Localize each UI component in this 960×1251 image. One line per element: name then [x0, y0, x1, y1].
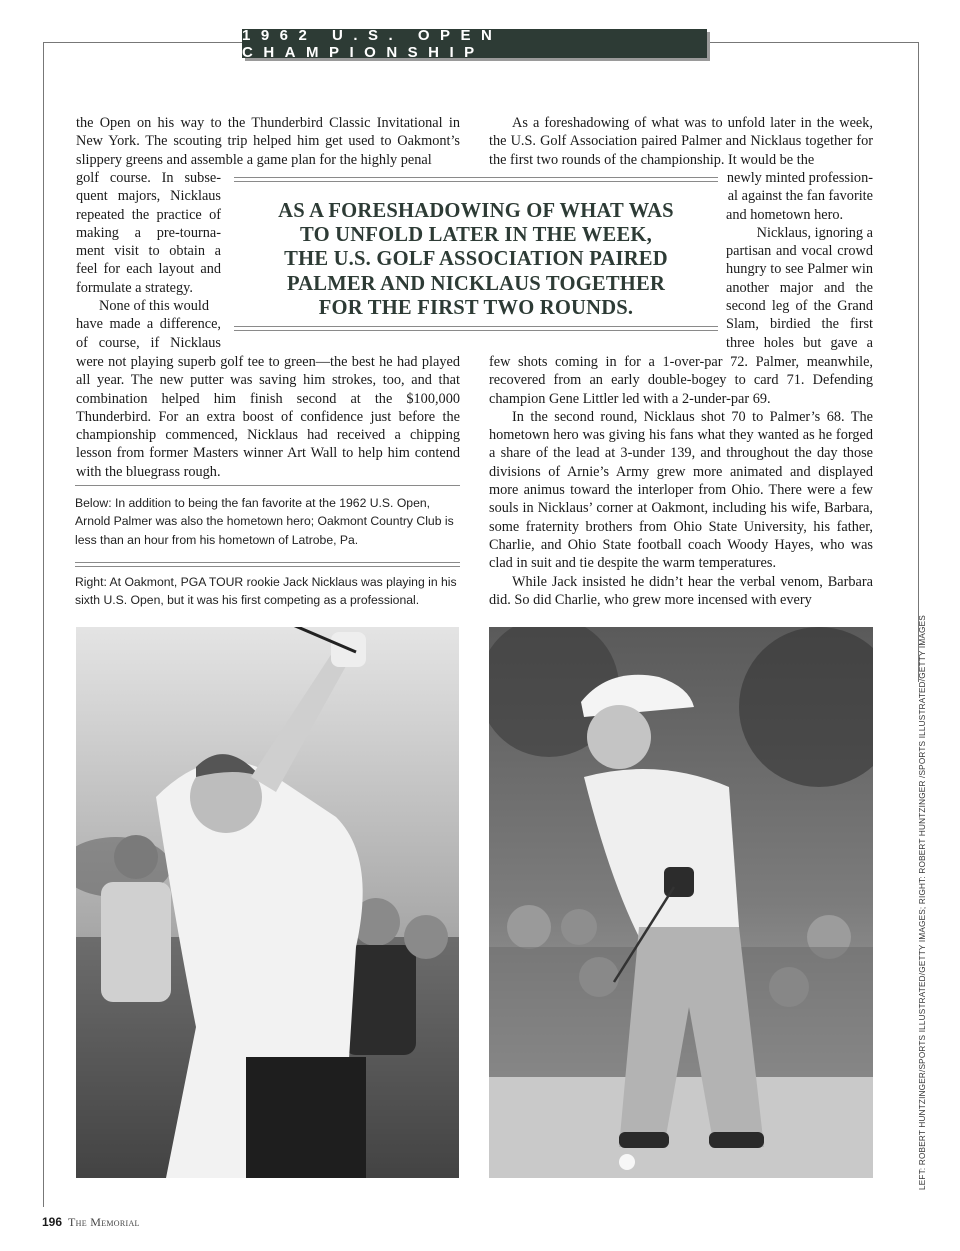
- right-column-top-text: As a foreshadowing of what was to unfold later in the week, the U.S. Golf Association paired Palmer and Nicklaus together for the first two rounds of the championship. It would be the: [489, 115, 873, 168]
- body-line: Nicklaus, ignoring a: [756, 224, 873, 241]
- pull-quote-rule-bottom: [234, 326, 718, 327]
- body-line: hungry to see Palmer win: [726, 261, 873, 278]
- left-column-narrow-text: [76, 169, 221, 352]
- left-column-bottom-text: were not playing superb golf tee to green—the best he had played all year. The new putter was saving him strokes, too, and that combination helped him finish second at the $100,000 Thunderbird. For an extra boost of confidence just before the championship commenced, Nicklaus had received a chipping lesson from former Masters winner Art Wall to help him contend with the bluegrass rough.: [76, 354, 460, 480]
- pull-quote-line: THE U.S. GOLF ASSOCIATION PAIRED: [284, 248, 668, 271]
- body-line: newly minted profession-: [726, 170, 873, 186]
- photo-credit: LEFT: ROBERT HUNTZINGER/SPORTS ILLUSTRATED/GETTY IMAGES; RIGHT: ROBERT HUNTZINGER /SPORTS ILLUSTRATED/GETTY IMAGES: [918, 615, 927, 1190]
- body-line: None of this would: [99, 298, 209, 315]
- body-line: partisan and vocal crowd: [726, 243, 873, 260]
- body-paragraph: While Jack insisted he didn’t hear the verbal venom, Barbara did. So did Charlie, who grew more incensed with every: [489, 573, 873, 608]
- left-column-top-text: the Open on his way to the Thunderbird Classic Invitational in New York. The scouting trip helped him get used to Oakmont’s slippery greens and assemble a game plan for the highly penal: [76, 115, 460, 168]
- caption-rule-mid: [75, 562, 460, 563]
- photo-jack-nicklaus: [489, 627, 873, 1178]
- body-line: golf course. In subse-: [76, 170, 221, 186]
- body-paragraph: few shots coming in for a 1-over-par 72. Palmer, meanwhile, recovered from an early double-bogey to card 71. Defending champion Gene Littler led with a 2-under-par 69.: [489, 354, 873, 407]
- frame-rule-top-right: [707, 42, 919, 43]
- body-line: formulate a strategy.: [76, 279, 193, 296]
- section-banner: 1962 U.S. OPEN CHAMPIONSHIP: [242, 29, 707, 58]
- body-line: and hometown hero.: [726, 206, 844, 223]
- pull-quote-line: FOR THE FIRST TWO ROUNDS.: [318, 296, 634, 319]
- body-paragraph: In the second round, Nicklaus shot 70 to Palmer’s 68. The hometown hero was giving his fans what they wanted as he forged a share of the lead at 3-under 139, and throughout the day those divisions of Arnie’s Army grew more animated and displayed more animus toward the interloper from Ohio. There were a few souls in Nicklaus’ corner at Oakmont, including his wife, Barbara, some fraternity brothers from Ohio State University, his father, Charlie, and Ohio State football coach Woody Hayes, who was clad in suit and tie despite the warm temperatures.: [489, 408, 873, 572]
- body-line: another major and the: [726, 279, 873, 296]
- page-number: 196: [42, 1215, 63, 1229]
- pull-quote-line: TO UNFOLD LATER IN THE WEEK,: [300, 224, 652, 247]
- body-line: three holes but gave a: [726, 334, 873, 351]
- body-line: second leg of the Grand: [726, 298, 873, 315]
- caption-right: Right: At Oakmont, PGA TOUR rookie Jack Nicklaus was playing in his sixth U.S. Open, but it was his first competing as a professional.: [75, 575, 457, 608]
- body-line: have made a difference,: [76, 316, 221, 333]
- pull-quote-line: PALMER AND NICKLAUS TOGETHER: [286, 272, 666, 295]
- body-line: making a pre-tourna-: [76, 224, 221, 241]
- body-line: Slam, birdied the first: [726, 316, 873, 333]
- caption-below: Below: In addition to being the fan favorite at the 1962 U.S. Open, Arnold Palmer was also the hometown hero; Oakmont Country Club is less than an hour from his hometown of Latrobe, Pa.: [75, 496, 454, 547]
- photo-arnold-palmer: [76, 627, 459, 1178]
- pull-quote-rule-bottom-2: [234, 330, 718, 331]
- right-column-bottom-text: [489, 353, 873, 609]
- publication-name: The Memorial: [68, 1215, 140, 1229]
- body-line: repeated the practice of: [76, 206, 221, 223]
- body-line: feel for each layout and: [76, 261, 221, 278]
- body-line: of course, if Nicklaus: [76, 334, 221, 351]
- page-footer: [42, 1215, 140, 1230]
- frame-rule-left: [43, 42, 44, 1207]
- caption-rule-mid-2: [75, 566, 460, 567]
- caption-rule-top: [75, 485, 460, 486]
- body-line: ment visit to obtain a: [76, 243, 221, 260]
- frame-rule-right: [918, 42, 919, 682]
- pull-quote: [234, 177, 718, 335]
- body-line: al against the fan favorite: [727, 188, 873, 205]
- pull-quote-line: AS A FORESHADOWING OF WHAT WAS: [278, 200, 674, 222]
- body-line: quent majors, Nicklaus: [76, 188, 221, 205]
- pull-quote-rule-top: [234, 177, 718, 178]
- pull-quote-rule-top-2: [234, 181, 718, 182]
- frame-rule-top-left: [43, 42, 242, 43]
- pull-quote-text: [234, 199, 718, 320]
- right-column-narrow-text: [726, 169, 873, 352]
